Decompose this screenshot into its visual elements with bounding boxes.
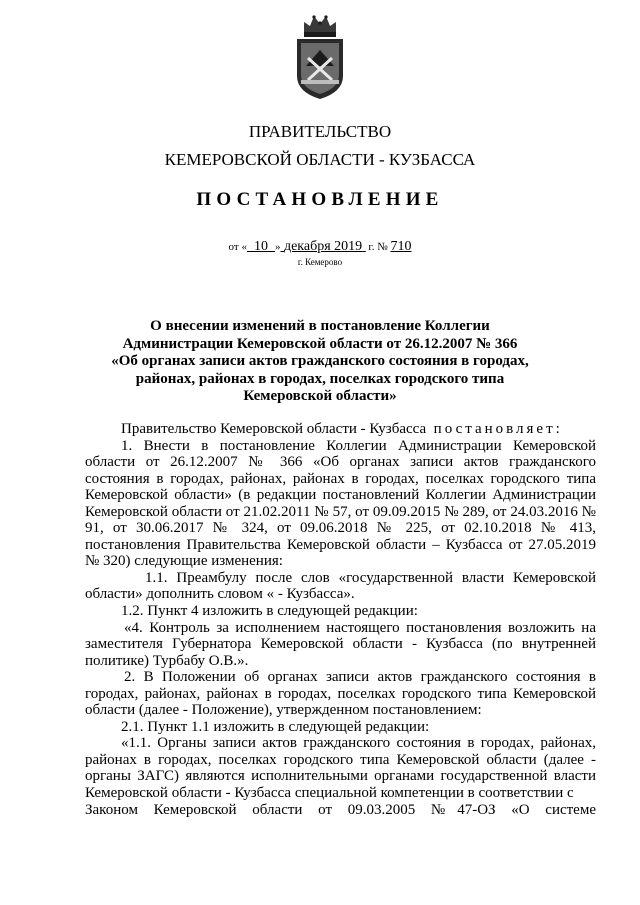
document-subject: О внесении изменений в постановление Коллегии Администрации Кемеровской области от 26.12.2007 № 366 «Об органах записи актов гражданского состояния в городах, районах, районах в городах, поселках городского типа Кемеровской области»	[111, 318, 529, 404]
paragraph-2-1: 2.1. Пункт 1.1 изложить в следующей редакции:	[121, 718, 430, 735]
paragraph-1: 1. Внести в постановление Коллегии Администрации Кемеровской области от 26.12.2007 № 366 «Об органах записи актов гражданского состояния в городах, районах, районах в городах, поселках городского типа Кемеровской области» (в редакции постановлений Коллегии Администрации Кемеровской области от 21.02.2011 № 57, от 09.09.2015 № 289, от 24.03.2016 № 91, от 30.06.2017 № 324, от 09.06.2018 № 225, от 02.10.2018 № 413, постановления Правительства Кемеровской области – Кузбасса от 27.05.2019 № 320) следующие изменения:	[85, 437, 596, 570]
number-sign: №	[377, 241, 388, 253]
paragraph-1-2: 1.2. Пункт 4 изложить в следующей редакции:	[121, 603, 418, 620]
region-title: КЕМЕРОВСКОЙ ОБЛАСТИ - КУЗБАССА	[164, 150, 476, 169]
shield-icon	[297, 39, 343, 99]
intro-paragraph	[85, 421, 596, 438]
date-month-year: декабря 2019	[283, 239, 363, 254]
date-close-quote: »	[274, 241, 281, 253]
date-day: 10	[253, 239, 268, 254]
paragraph-1-2-quote: «4. Контроль за исполнением настоящего постановления возложить на заместителя Губернатора Кемеровской области - Кузбасса (по внутренней политике) Турбабу О.В.».	[85, 619, 596, 669]
paragraph-2-1-continued: Законом Кемеровской области от 09.03.2005 №47-ОЗ «О системе	[85, 801, 596, 818]
crown-icon	[304, 15, 336, 37]
document-number: 710	[390, 239, 412, 254]
intro-decree-word: постановляет:	[433, 421, 563, 437]
paragraph-2-1-quote: «1.1. Органы записи актов гражданского состояния в городах, районах, районах в городах, поселках городского типа Кемеровской области (далее - органы ЗАГС) являются исполнительными органами государственной власти Кемеровской области - Кузбасса специальной компетенции в соответствии с	[85, 735, 596, 802]
date-year-suffix: г.	[368, 241, 375, 253]
document-date-number	[0, 239, 640, 255]
document-type-title: ПОСТАНОВЛЕНИЕ	[196, 189, 444, 210]
kemerovo-coat-of-arms-emblem	[292, 14, 348, 100]
document-city: г. Кемерово	[297, 257, 343, 267]
government-title: ПРАВИТЕЛЬСТВО	[248, 122, 392, 141]
paragraph-2: 2. В Положении об органах записи актов гражданского состояния в городах, районах, районах в городах, поселках городского типа Кемеровской области (далее - Положение), утвержденном постановлением:	[85, 669, 596, 719]
date-from-label: от «	[228, 241, 247, 253]
paragraph-1-1: 1.1. Преамбулу после слов «государственной власти Кемеровской области» дополнить словом « - Кузбасса».	[85, 569, 596, 603]
document-body	[85, 421, 596, 818]
intro-text: Правительство Кемеровской области - Кузбасса	[121, 421, 427, 437]
